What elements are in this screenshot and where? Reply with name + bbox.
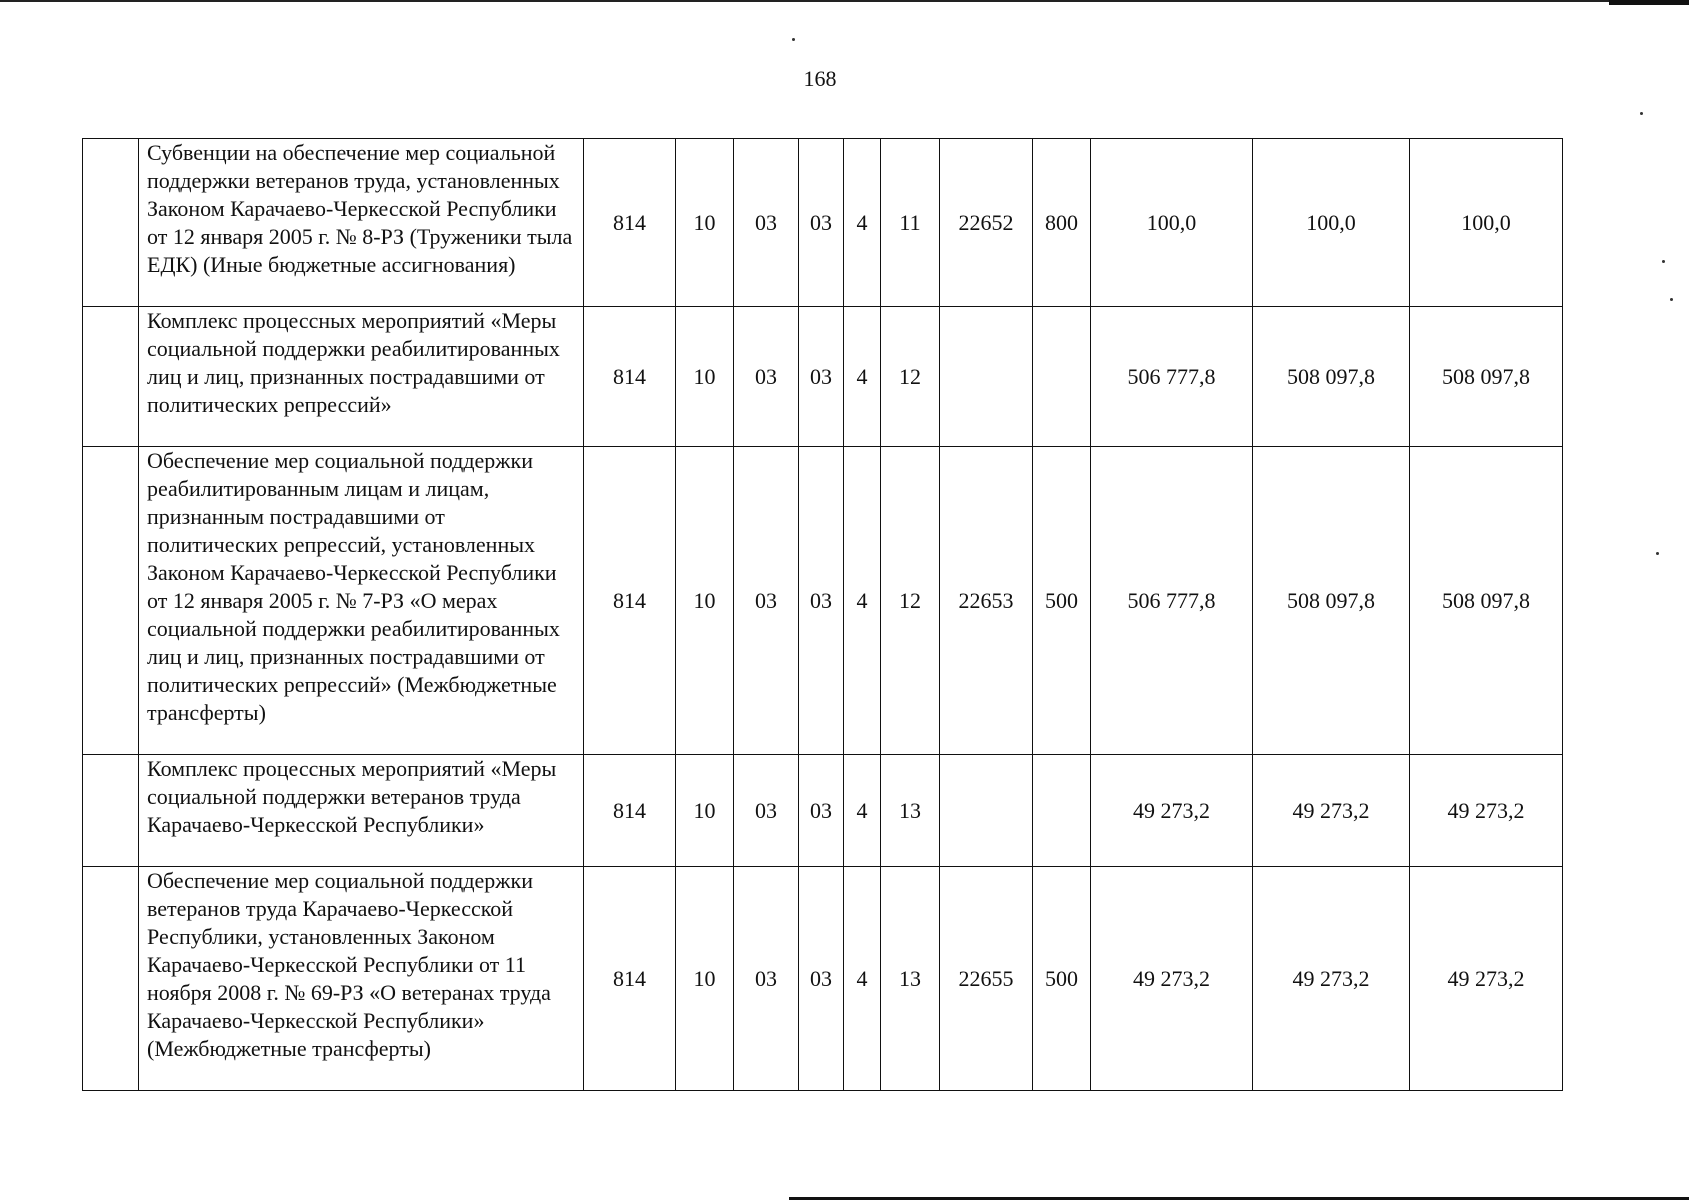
expense-type-code: 500: [1033, 867, 1091, 1091]
amount-year-1: 506 777,8: [1091, 447, 1253, 755]
expense-type-code: [1033, 307, 1091, 447]
grbs-code: 814: [584, 139, 676, 307]
structure-code: 13: [881, 867, 940, 1091]
section-code: 10: [676, 867, 734, 1091]
program-code: 03: [799, 755, 844, 867]
section-code: 10: [676, 307, 734, 447]
scan-edge-top-right: [1609, 0, 1689, 5]
type-code: 4: [844, 867, 881, 1091]
expense-name: Комплекс процессных мероприятий «Меры социальной поддержки реабилитированных лиц и лиц, признанных пострадавшими от политических репрессий»: [139, 307, 584, 447]
expense-name: Обеспечение мер социальной поддержки ветеранов труда Карачаево-Черкесской Республики, установленных Законом Карачаево-Черкесской Республики от 11 ноября 2008 г. № 69-РЗ «О ветеранах труда Карачаево-Черкесской Республики» (Межбюджетные трансферты): [139, 867, 584, 1091]
amount-year-3: 508 097,8: [1410, 307, 1563, 447]
scan-speck: [1662, 260, 1665, 263]
amount-year-3: 49 273,2: [1410, 867, 1563, 1091]
row-number-cell: [83, 867, 139, 1091]
section-code: 10: [676, 447, 734, 755]
table-row: [83, 307, 1563, 447]
type-code: 4: [844, 447, 881, 755]
type-code: 4: [844, 139, 881, 307]
scan-speck: [1640, 112, 1643, 115]
type-code: 4: [844, 755, 881, 867]
row-number-cell: [83, 307, 139, 447]
scan-speck: [1670, 298, 1673, 301]
amount-year-2: 508 097,8: [1253, 447, 1410, 755]
amount-year-1: 100,0: [1091, 139, 1253, 307]
subsection-code: 03: [734, 139, 799, 307]
amount-year-1: 49 273,2: [1091, 755, 1253, 867]
direction-code: 22655: [940, 867, 1033, 1091]
row-number-cell: [83, 139, 139, 307]
row-number-cell: [83, 755, 139, 867]
scan-edge-top: [0, 0, 1689, 2]
program-code: 03: [799, 307, 844, 447]
structure-code: 13: [881, 755, 940, 867]
amount-year-3: 49 273,2: [1410, 755, 1563, 867]
subsection-code: 03: [734, 755, 799, 867]
table-row: [83, 867, 1563, 1091]
table-row: [83, 139, 1563, 307]
amount-year-3: 100,0: [1410, 139, 1563, 307]
amount-year-2: 49 273,2: [1253, 867, 1410, 1091]
table-row: [83, 447, 1563, 755]
scan-speck: [1656, 552, 1659, 555]
expense-type-code: [1033, 755, 1091, 867]
direction-code: [940, 755, 1033, 867]
amount-year-2: 49 273,2: [1253, 755, 1410, 867]
structure-code: 12: [881, 307, 940, 447]
grbs-code: 814: [584, 307, 676, 447]
section-code: 10: [676, 755, 734, 867]
direction-code: [940, 307, 1033, 447]
row-number-cell: [83, 447, 139, 755]
amount-year-3: 508 097,8: [1410, 447, 1563, 755]
direction-code: 22652: [940, 139, 1033, 307]
expense-name: Комплекс процессных мероприятий «Меры социальной поддержки ветеранов труда Карачаево-Черкесской Республики»: [139, 755, 584, 867]
grbs-code: 814: [584, 447, 676, 755]
amount-year-1: 49 273,2: [1091, 867, 1253, 1091]
program-code: 03: [799, 867, 844, 1091]
scan-speck: [792, 38, 795, 41]
program-code: 03: [799, 447, 844, 755]
budget-table: [82, 138, 1563, 1091]
amount-year-2: 508 097,8: [1253, 307, 1410, 447]
section-code: 10: [676, 139, 734, 307]
structure-code: 12: [881, 447, 940, 755]
subsection-code: 03: [734, 447, 799, 755]
program-code: 03: [799, 139, 844, 307]
expense-type-code: 800: [1033, 139, 1091, 307]
expense-name: Обеспечение мер социальной поддержки реабилитированным лицам и лицам, признанным пострадавшими от политических репрессий, установленных Законом Карачаево-Черкесской Республики от 12 января 2005 г. № 7-РЗ «О мерах социальной поддержки реабилитированных лиц и лиц, признанных пострадавшими от политических репрессий» (Межбюджетные трансферты): [139, 447, 584, 755]
expense-type-code: 500: [1033, 447, 1091, 755]
amount-year-2: 100,0: [1253, 139, 1410, 307]
subsection-code: 03: [734, 307, 799, 447]
grbs-code: 814: [584, 755, 676, 867]
table-row: [83, 755, 1563, 867]
page-number: 168: [803, 66, 837, 91]
grbs-code: 814: [584, 867, 676, 1091]
subsection-code: 03: [734, 867, 799, 1091]
amount-year-1: 506 777,8: [1091, 307, 1253, 447]
expense-name: Субвенции на обеспечение мер социальной поддержки ветеранов труда, установленных Законом Карачаево-Черкесской Республики от 12 января 2005 г. № 8-РЗ (Труженики тыла ЕДК) (Иные бюджетные ассигнования): [139, 139, 584, 307]
direction-code: 22653: [940, 447, 1033, 755]
type-code: 4: [844, 307, 881, 447]
structure-code: 11: [881, 139, 940, 307]
